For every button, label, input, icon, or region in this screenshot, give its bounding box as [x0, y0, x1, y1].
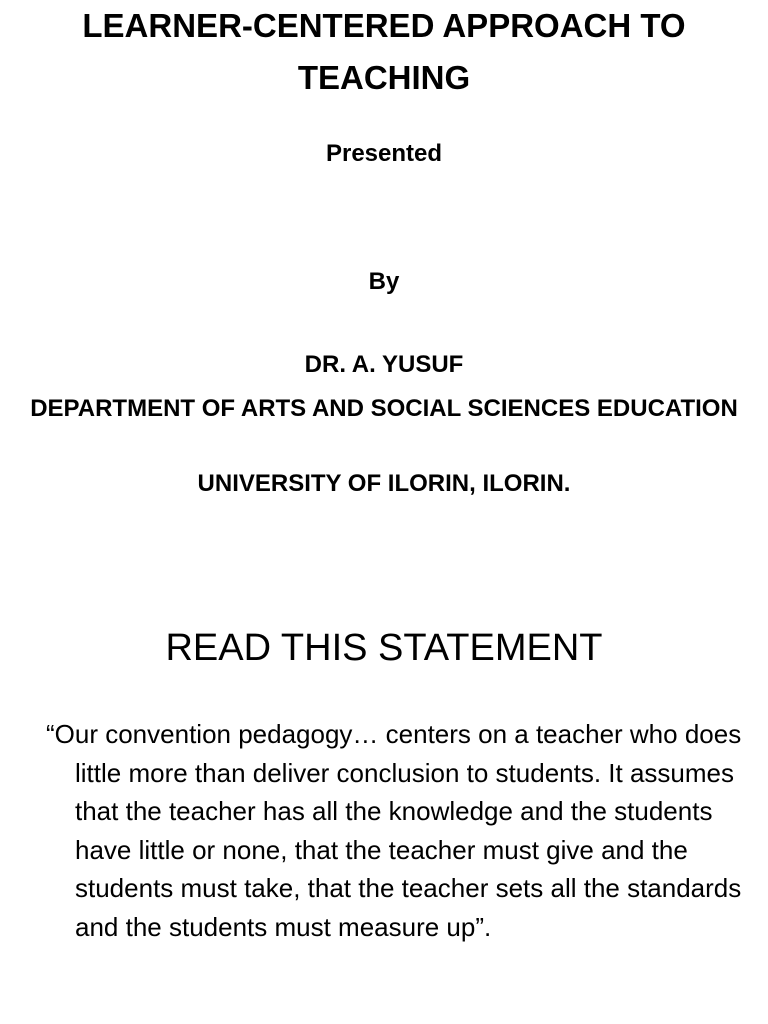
university-name: UNIVERSITY OF ILORIN, ILORIN.	[197, 470, 571, 497]
presented-label: Presented	[325, 140, 443, 167]
presentation-title: LEARNER-CENTERED APPROACH TO TEACHING	[82, 7, 686, 96]
statement-slide	[0, 520, 768, 1024]
statement-quote: “Our convention pedagogy… centers on a teacher who does little more than deliver conclusion to students. It assumes that the teacher has all the knowledge and the students have little or none, that the teacher must give and the students must take, that the teacher sets all the standards and the students must measure up”.	[46, 719, 742, 942]
statement-heading: READ THIS STATEMENT	[165, 627, 603, 669]
author-name: DR. A. YUSUF	[304, 351, 464, 378]
department-name: DEPARTMENT OF ARTS AND SOCIAL SCIENCES EDUCATION	[30, 395, 738, 422]
by-label: By	[368, 268, 400, 295]
